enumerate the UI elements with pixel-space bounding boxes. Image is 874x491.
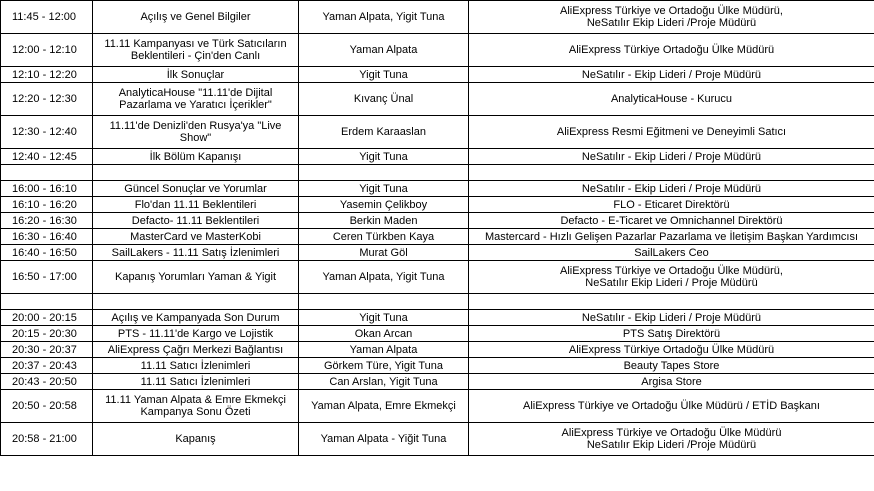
speaker-cell: Erdem Karaaslan — [299, 116, 469, 149]
table-row — [1, 245, 874, 261]
title-cell: AliExpress Türkiye ve Ortadoğu Ülke Müdürü, NeSatılır Ekip Lideri / Proje Müdürü — [469, 261, 874, 294]
table-row — [1, 261, 874, 294]
table-row — [1, 342, 874, 358]
speaker-cell: Yigit Tuna — [299, 149, 469, 165]
speaker-cell: Yigit Tuna — [299, 67, 469, 83]
time-cell: 16:20 - 16:30 — [1, 213, 93, 229]
topic-cell: Flo'dan 11.11 Beklentileri — [93, 197, 299, 213]
time-cell: 16:30 - 16:40 — [1, 229, 93, 245]
title-cell: AliExpress Türkiye ve Ortadoğu Ülke Müdürü NeSatılır Ekip Lideri /Proje Müdürü — [469, 423, 874, 456]
schedule-body — [1, 1, 874, 456]
time-cell: 20:15 - 20:30 — [1, 326, 93, 342]
topic-cell: PTS - 11.11'de Kargo ve Lojistik — [93, 326, 299, 342]
time-cell: 16:50 - 17:00 — [1, 261, 93, 294]
table-row — [1, 229, 874, 245]
title-cell: AliExpress Türkiye ve Ortadoğu Ülke Müdürü / ETİD Başkanı — [469, 390, 874, 423]
separator-row — [1, 165, 874, 181]
topic-cell: SailLakers - 11.11 Satış İzlenimleri — [93, 245, 299, 261]
table-row — [1, 149, 874, 165]
speaker-cell: Ceren Türkben Kaya — [299, 229, 469, 245]
table-row — [1, 197, 874, 213]
time-cell: 20:58 - 21:00 — [1, 423, 93, 456]
speaker-cell: Can Arslan, Yigit Tuna — [299, 374, 469, 390]
speaker-cell: Yigit Tuna — [299, 310, 469, 326]
table-row — [1, 83, 874, 116]
empty-cell — [299, 165, 469, 181]
empty-cell — [1, 165, 93, 181]
separator-row — [1, 294, 874, 310]
table-row — [1, 213, 874, 229]
empty-cell — [93, 294, 299, 310]
time-cell: 12:40 - 12:45 — [1, 149, 93, 165]
title-cell: FLO - Eticaret Direktörü — [469, 197, 874, 213]
title-cell: AliExpress Türkiye Ortadoğu Ülke Müdürü — [469, 34, 874, 67]
title-cell: Mastercard - Hızlı Gelişen Pazarlar Pazarlama ve İletişim Başkan Yardımcısı — [469, 229, 874, 245]
time-cell: 16:00 - 16:10 — [1, 181, 93, 197]
title-cell: NeSatılır - Ekip Lideri / Proje Müdürü — [469, 149, 874, 165]
topic-cell: 11.11 Satıcı İzlenimleri — [93, 358, 299, 374]
topic-cell: Açılış ve Genel Bilgiler — [93, 1, 299, 34]
topic-cell: AliExpress Çağrı Merkezi Bağlantısı — [93, 342, 299, 358]
speaker-cell: Yasemin Çelikboy — [299, 197, 469, 213]
table-row — [1, 1, 874, 34]
table-row — [1, 116, 874, 149]
title-cell: SailLakers Ceo — [469, 245, 874, 261]
time-cell: 20:43 - 20:50 — [1, 374, 93, 390]
time-cell: 16:40 - 16:50 — [1, 245, 93, 261]
empty-cell — [469, 294, 874, 310]
speaker-cell: Yaman Alpata - Yiğit Tuna — [299, 423, 469, 456]
time-cell: 12:00 - 12:10 — [1, 34, 93, 67]
speaker-cell: Murat Göl — [299, 245, 469, 261]
title-cell: AliExpress Türkiye ve Ortadoğu Ülke Müdürü, NeSatılır Ekip Lideri /Proje Müdürü — [469, 1, 874, 34]
table-row — [1, 423, 874, 456]
time-cell: 20:37 - 20:43 — [1, 358, 93, 374]
topic-cell: İlk Bölüm Kapanışı — [93, 149, 299, 165]
topic-cell: 11.11 Satıcı İzlenimleri — [93, 374, 299, 390]
table-row — [1, 310, 874, 326]
title-cell: PTS Satış Direktörü — [469, 326, 874, 342]
speaker-cell: Okan Arcan — [299, 326, 469, 342]
empty-cell — [1, 294, 93, 310]
empty-cell — [93, 165, 299, 181]
topic-cell: 11.11 Yaman Alpata & Emre Ekmekçi Kampanya Sonu Özeti — [93, 390, 299, 423]
topic-cell: 11.11'de Denizli'den Rusya'ya "Live Show" — [93, 116, 299, 149]
topic-cell: Açılış ve Kampanyada Son Durum — [93, 310, 299, 326]
topic-cell: MasterCard ve MasterKobi — [93, 229, 299, 245]
time-cell: 16:10 - 16:20 — [1, 197, 93, 213]
speaker-cell: Kıvanç Ünal — [299, 83, 469, 116]
speaker-cell: Yaman Alpata, Yigit Tuna — [299, 1, 469, 34]
speaker-cell: Yigit Tuna — [299, 181, 469, 197]
title-cell: Defacto - E-Ticaret ve Omnichannel Direktörü — [469, 213, 874, 229]
time-cell: 12:30 - 12:40 — [1, 116, 93, 149]
empty-cell — [299, 294, 469, 310]
title-cell: AnalyticaHouse - Kurucu — [469, 83, 874, 116]
time-cell: 11:45 - 12:00 — [1, 1, 93, 34]
title-cell: NeSatılır - Ekip Lideri / Proje Müdürü — [469, 67, 874, 83]
speaker-cell: Yaman Alpata, Emre Ekmekçi — [299, 390, 469, 423]
title-cell: Beauty Tapes Store — [469, 358, 874, 374]
table-row — [1, 181, 874, 197]
topic-cell: İlk Sonuçlar — [93, 67, 299, 83]
title-cell: AliExpress Resmi Eğitmeni ve Deneyimli Satıcı — [469, 116, 874, 149]
topic-cell: Kapanış — [93, 423, 299, 456]
topic-cell: Kapanış Yorumları Yaman & Yigit — [93, 261, 299, 294]
table-row — [1, 67, 874, 83]
table-row — [1, 358, 874, 374]
title-cell: NeSatılır - Ekip Lideri / Proje Müdürü — [469, 310, 874, 326]
speaker-cell: Yaman Alpata — [299, 34, 469, 67]
speaker-cell: Berkin Maden — [299, 213, 469, 229]
title-cell: Argisa Store — [469, 374, 874, 390]
topic-cell: Defacto- 11.11 Beklentileri — [93, 213, 299, 229]
topic-cell: 11.11 Kampanyası ve Türk Satıcıların Beklentileri - Çin'den Canlı — [93, 34, 299, 67]
table-row — [1, 34, 874, 67]
title-cell: NeSatılır - Ekip Lideri / Proje Müdürü — [469, 181, 874, 197]
topic-cell: AnalyticaHouse "11.11'de Dijital Pazarlama ve Yaratıcı İçerikler" — [93, 83, 299, 116]
table-row — [1, 326, 874, 342]
table-row — [1, 374, 874, 390]
speaker-cell: Yaman Alpata, Yigit Tuna — [299, 261, 469, 294]
time-cell: 20:30 - 20:37 — [1, 342, 93, 358]
topic-cell: Güncel Sonuçlar ve Yorumlar — [93, 181, 299, 197]
empty-cell — [469, 165, 874, 181]
time-cell: 12:20 - 12:30 — [1, 83, 93, 116]
time-cell: 20:50 - 20:58 — [1, 390, 93, 423]
time-cell: 20:00 - 20:15 — [1, 310, 93, 326]
table-row — [1, 390, 874, 423]
time-cell: 12:10 - 12:20 — [1, 67, 93, 83]
speaker-cell: Yaman Alpata — [299, 342, 469, 358]
title-cell: AliExpress Türkiye Ortadoğu Ülke Müdürü — [469, 342, 874, 358]
speaker-cell: Görkem Türe, Yigit Tuna — [299, 358, 469, 374]
